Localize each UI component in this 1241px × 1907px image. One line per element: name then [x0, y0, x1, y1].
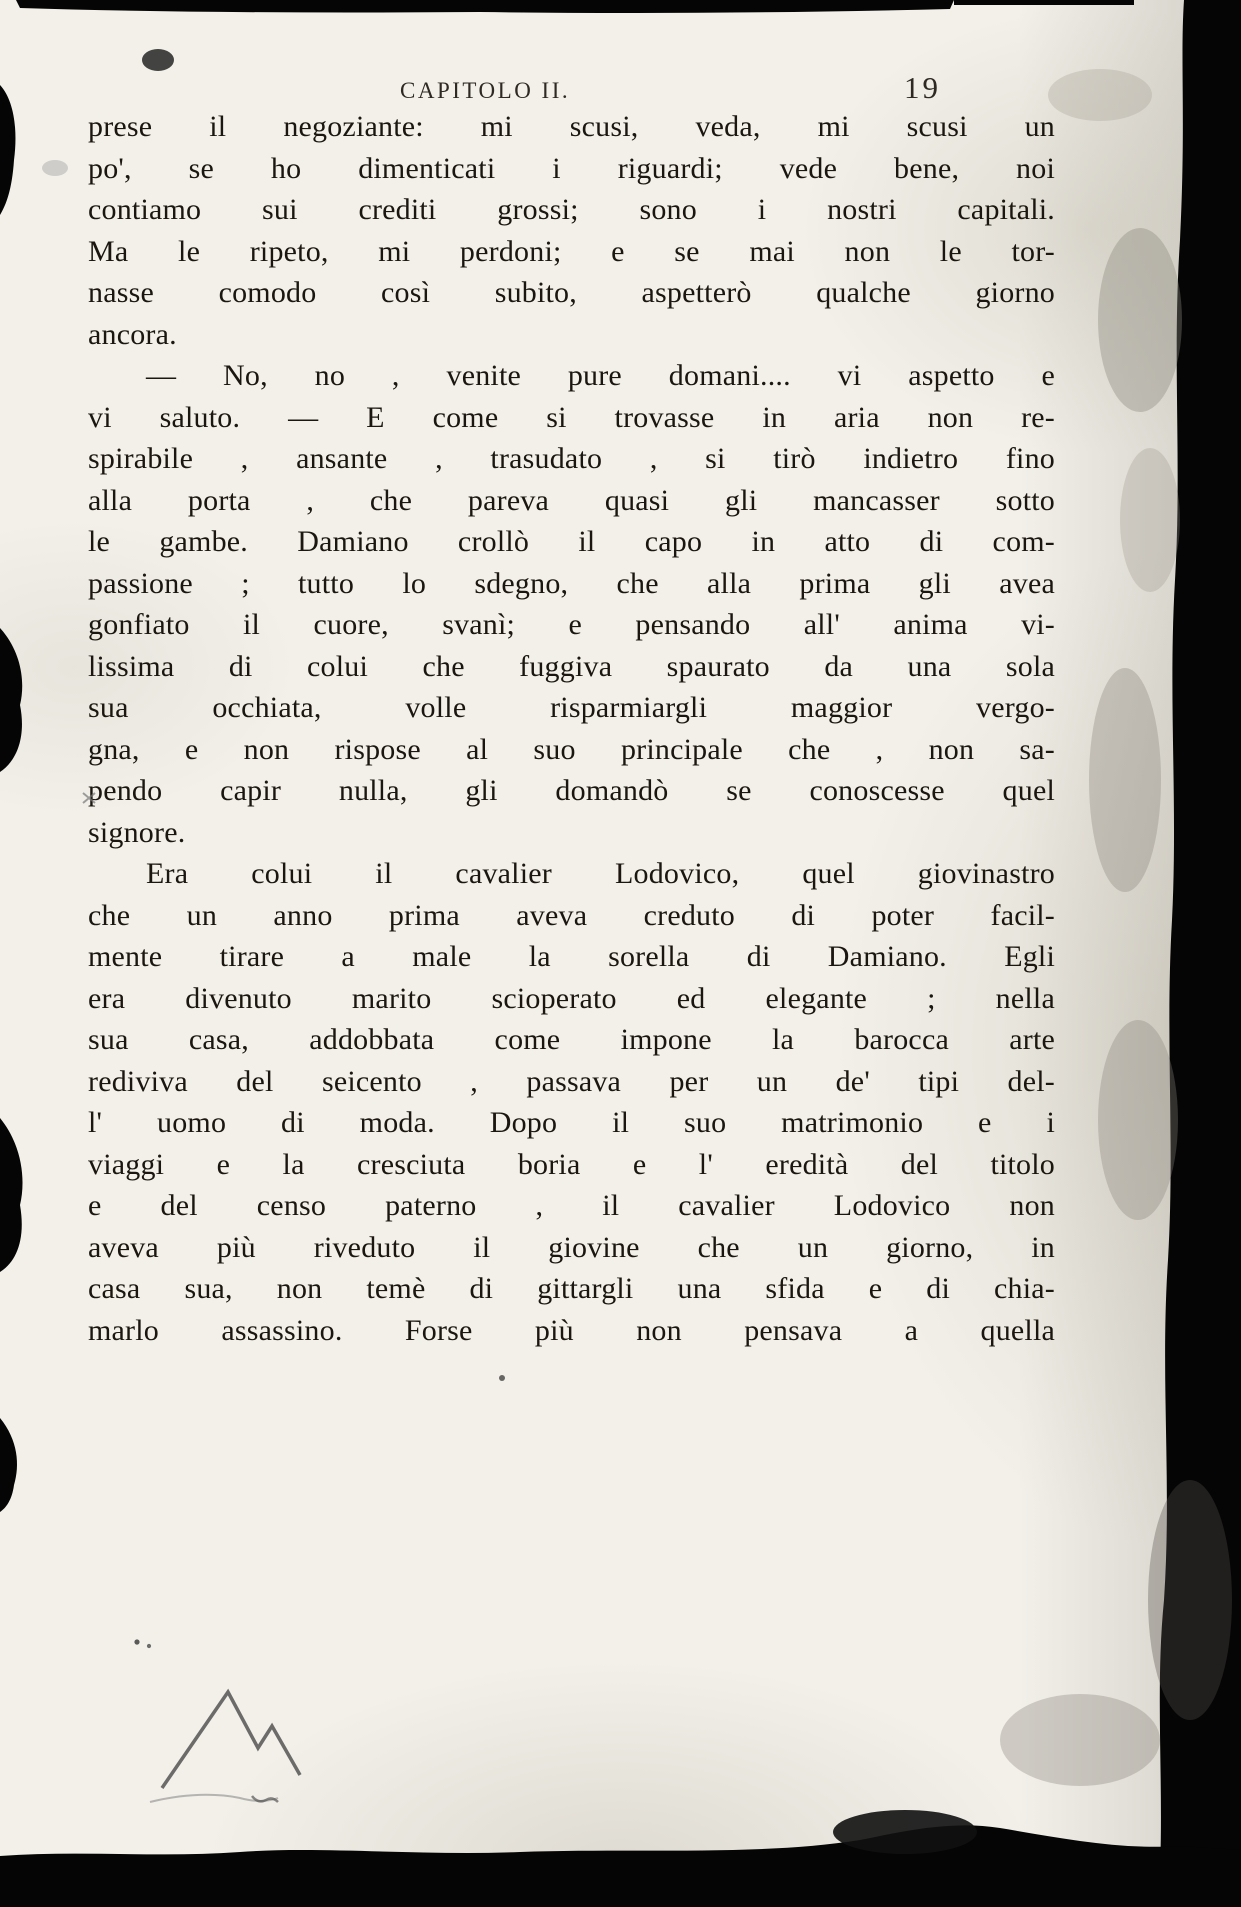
- scan-edge-top: [16, 0, 954, 13]
- ink-dot: [147, 1644, 151, 1648]
- text-line: spirabile , ansante , trasudato , si tirò indietro fino: [88, 442, 1055, 475]
- text-line: signore.: [88, 815, 186, 849]
- chapter-title: CAPITOLO II.: [400, 78, 571, 103]
- text-line: che un anno prima aveva creduto di poter facil-: [88, 898, 1055, 932]
- scan-edge-top-right: [954, 0, 1134, 5]
- scan-smudge: [1098, 228, 1182, 412]
- scan-blot-left: [0, 1118, 23, 1272]
- text-line: e del censo paterno , il cavalier Lodovico non: [88, 1189, 1055, 1222]
- text-line: gonfiato il cuore, svanì; e pensando all' anima vi-: [88, 608, 1055, 641]
- text-line: passione ; tutto lo sdegno, che alla prima gli avea: [88, 566, 1055, 600]
- text-line: pendo capir nulla, gli domandò se conoscesse quel: [88, 774, 1055, 807]
- text-line: sua occhiata, volle risparmiargli maggior vergo-: [88, 691, 1055, 724]
- text-line: ancora.: [88, 317, 177, 351]
- text-line: rediviva del seicento , passava per un de' tipi del-: [88, 1064, 1055, 1098]
- text-line: alla porta , che pareva quasi gli mancasser sotto: [88, 483, 1055, 517]
- scan-edge-right: [1158, 0, 1241, 1907]
- text-line: prese il negoziante: mi scusi, veda, mi scusi un: [88, 110, 1055, 143]
- text-line: po', se ho dimenticati i riguardi; vede bene, noi: [88, 151, 1055, 185]
- page-header: [88, 70, 1055, 110]
- pencil-sketch: [252, 1796, 278, 1802]
- pencil-sketch: [150, 1795, 278, 1802]
- ink-smudge: [42, 160, 68, 176]
- text-line: Era colui il cavalier Lodovico, quel giovinastro: [146, 857, 1055, 890]
- text-line: nasse comodo così subito, aspetterò qualche giorno: [88, 276, 1055, 309]
- text-line: gna, e non rispose al suo principale che , non sa-: [88, 732, 1055, 766]
- paragraph: [88, 355, 1055, 853]
- scan-smudge: [1120, 448, 1180, 592]
- text-line: contiamo sui crediti grossi; sono i nostri capitali.: [88, 193, 1055, 226]
- paragraph: [88, 106, 1055, 355]
- page-number: 19: [904, 70, 941, 105]
- scan-smudge: [1000, 1694, 1160, 1786]
- text-line: Ma le ripeto, mi perdoni; e se mai non le tor-: [88, 234, 1055, 268]
- pencil-sketch: [162, 1692, 300, 1788]
- text-line: viaggi e la cresciuta boria e l' eredità del titolo: [88, 1147, 1055, 1181]
- scan-smudge: [1098, 1020, 1178, 1220]
- scan-blot: [833, 1810, 977, 1854]
- scan-edge-bottom: [0, 1825, 1241, 1907]
- text-line: — No, no , venite pure domani.... vi aspetto e: [146, 359, 1055, 392]
- paragraph: [88, 853, 1055, 1351]
- ink-dot: [499, 1375, 505, 1381]
- text-line: vi saluto. — E come si trovasse in aria non re-: [88, 400, 1055, 434]
- scan-blot-left: [0, 85, 15, 215]
- scan-smudge: [1048, 69, 1152, 121]
- text-line: sua casa, addobbata come impone la barocca arte: [88, 1023, 1055, 1056]
- scan-smudge: [1148, 1480, 1232, 1720]
- text-line: marlo assassino. Forse più non pensava a quella: [88, 1313, 1055, 1347]
- text-line: l' uomo di moda. Dopo il suo matrimonio e i: [88, 1106, 1055, 1139]
- text-line: aveva più riveduto il giovine che un giorno, in: [88, 1230, 1055, 1264]
- ink-blot: [142, 49, 174, 71]
- text-line: casa sua, non temè di gittargli una sfida e di chia-: [88, 1272, 1055, 1305]
- scan-blot-left: [0, 628, 22, 772]
- text-line: le gambe. Damiano crollò il capo in atto di com-: [88, 525, 1055, 558]
- text-line: mente tirare a male la sorella di Damiano. Egli: [88, 940, 1055, 973]
- scan-smudge: [1089, 668, 1161, 892]
- text-line: era divenuto marito scioperato ed elegante ; nella: [88, 981, 1055, 1015]
- text-line: lissima di colui che fuggiva spaurato da una sola: [88, 649, 1055, 683]
- text-block: [88, 106, 1055, 1351]
- scan-blot-left: [0, 1418, 17, 1512]
- ink-dot: [134, 1639, 139, 1644]
